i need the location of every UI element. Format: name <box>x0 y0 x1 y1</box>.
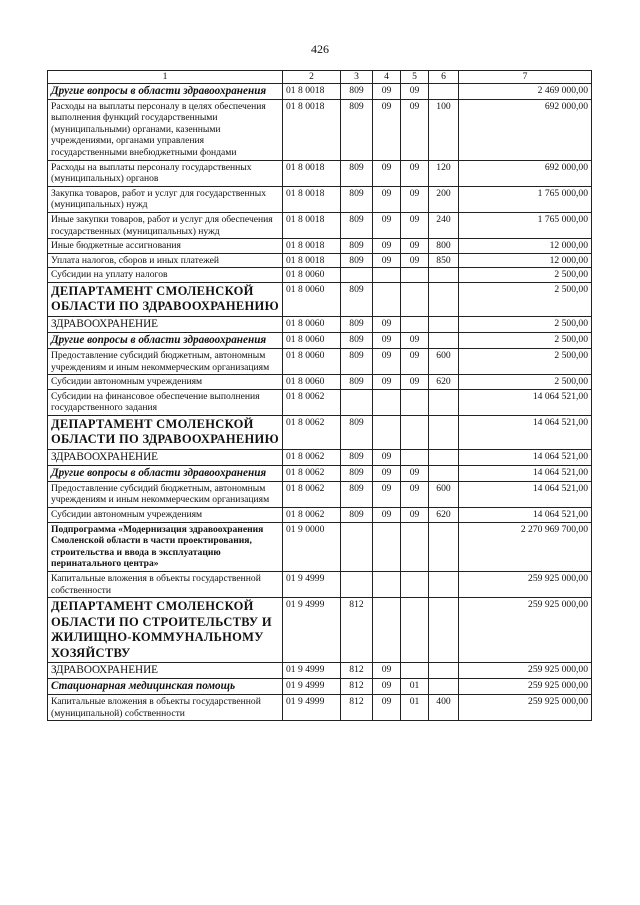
subsection-code-cell <box>401 316 429 332</box>
amount-cell: 259 925 000,00 <box>459 598 592 663</box>
section-code-cell <box>373 598 401 663</box>
section-code-cell: 09 <box>373 663 401 679</box>
department-code-cell: 812 <box>341 679 373 695</box>
amount-cell: 1 765 000,00 <box>459 212 592 238</box>
expense-name-cell: Уплата налогов, сборов и иных платежей <box>48 253 283 268</box>
expense-type-cell <box>429 679 459 695</box>
section-code-cell: 09 <box>373 679 401 695</box>
amount-cell: 14 064 521,00 <box>459 389 592 415</box>
expense-name-cell: Стационарная медицинская помощь <box>48 679 283 695</box>
expense-type-cell: 100 <box>429 99 459 160</box>
subsection-code-cell <box>401 389 429 415</box>
target-code-cell: 01 8 0062 <box>283 449 341 465</box>
expense-type-cell: 620 <box>429 508 459 523</box>
expense-type-cell: 120 <box>429 160 459 186</box>
expense-type-cell: 200 <box>429 186 459 212</box>
department-code-cell: 809 <box>341 160 373 186</box>
amount-cell: 2 270 969 700,00 <box>459 522 592 571</box>
subsection-code-cell <box>401 572 429 598</box>
department-code-cell: 809 <box>341 449 373 465</box>
expense-name-cell: Другие вопросы в области здравоохранения <box>48 332 283 348</box>
subsection-code-cell <box>401 522 429 571</box>
target-code-cell: 01 8 0018 <box>283 253 341 268</box>
subsection-code-cell <box>401 415 429 449</box>
header-cell: 1 <box>48 71 283 84</box>
subsection-code-cell: 09 <box>401 212 429 238</box>
target-code-cell: 01 8 0018 <box>283 239 341 254</box>
section-code-cell: 09 <box>373 481 401 507</box>
department-code-cell <box>341 268 373 283</box>
expense-type-cell <box>429 449 459 465</box>
expense-name-cell: Другие вопросы в области здравоохранения <box>48 83 283 99</box>
table-row <box>48 415 592 449</box>
expense-type-cell <box>429 598 459 663</box>
subsection-code-cell: 09 <box>401 83 429 99</box>
section-code-cell: 09 <box>373 465 401 481</box>
amount-cell: 2 500,00 <box>459 316 592 332</box>
amount-cell: 14 064 521,00 <box>459 481 592 507</box>
expense-type-cell <box>429 268 459 283</box>
department-code-cell: 809 <box>341 253 373 268</box>
target-code-cell: 01 8 0060 <box>283 348 341 374</box>
target-code-cell: 01 8 0018 <box>283 186 341 212</box>
header-cell: 2 <box>283 71 341 84</box>
table-row <box>48 332 592 348</box>
header-cell: 7 <box>459 71 592 84</box>
expense-name-cell: ДЕПАРТАМЕНТ СМОЛЕНСКОЙ ОБЛАСТИ ПО ЗДРАВООХРАНЕНИЮ <box>48 282 283 316</box>
section-code-cell: 09 <box>373 316 401 332</box>
table-row <box>48 598 592 663</box>
expense-type-cell: 400 <box>429 695 459 721</box>
subsection-code-cell: 09 <box>401 253 429 268</box>
expense-name-cell: ЗДРАВООХРАНЕНИЕ <box>48 449 283 465</box>
table-row <box>48 508 592 523</box>
target-code-cell: 01 8 0060 <box>283 282 341 316</box>
department-code-cell: 809 <box>341 83 373 99</box>
expense-name-cell: Субсидии автономным учреждениям <box>48 375 283 390</box>
department-code-cell: 809 <box>341 481 373 507</box>
department-code-cell <box>341 522 373 571</box>
amount-cell: 2 500,00 <box>459 375 592 390</box>
budget-table <box>47 70 592 721</box>
subsection-code-cell: 09 <box>401 375 429 390</box>
section-code-cell: 09 <box>373 449 401 465</box>
amount-cell: 1 765 000,00 <box>459 186 592 212</box>
subsection-code-cell <box>401 598 429 663</box>
table-row <box>48 83 592 99</box>
expense-type-cell <box>429 332 459 348</box>
subsection-code-cell: 09 <box>401 348 429 374</box>
amount-cell: 259 925 000,00 <box>459 663 592 679</box>
target-code-cell: 01 8 0018 <box>283 83 341 99</box>
subsection-code-cell: 09 <box>401 239 429 254</box>
amount-cell: 259 925 000,00 <box>459 572 592 598</box>
expense-name-cell: Иные закупки товаров, работ и услуг для обеспечения государственных (муниципальных) нужд <box>48 212 283 238</box>
table-row <box>48 268 592 283</box>
section-code-cell <box>373 282 401 316</box>
expense-name-cell: Предоставление субсидий бюджетным, автономным учреждениям и иным некоммерческим организациям <box>48 481 283 507</box>
expense-type-cell <box>429 316 459 332</box>
expense-type-cell: 600 <box>429 481 459 507</box>
expense-type-cell: 240 <box>429 212 459 238</box>
expense-type-cell: 850 <box>429 253 459 268</box>
target-code-cell: 01 8 0062 <box>283 481 341 507</box>
department-code-cell: 809 <box>341 465 373 481</box>
section-code-cell <box>373 415 401 449</box>
expense-name-cell: Субсидии автономным учреждениям <box>48 508 283 523</box>
section-code-cell: 09 <box>373 375 401 390</box>
target-code-cell: 01 8 0018 <box>283 160 341 186</box>
expense-name-cell: ДЕПАРТАМЕНТ СМОЛЕНСКОЙ ОБЛАСТИ ПО СТРОИТЕЛЬСТВУ И ЖИЛИЩНО-КОММУНАЛЬНОМУ ХОЗЯЙСТВУ <box>48 598 283 663</box>
table-row <box>48 99 592 160</box>
target-code-cell: 01 8 0060 <box>283 375 341 390</box>
subsection-code-cell: 09 <box>401 332 429 348</box>
section-code-cell: 09 <box>373 508 401 523</box>
expense-type-cell: 800 <box>429 239 459 254</box>
table-row <box>48 389 592 415</box>
department-code-cell: 812 <box>341 598 373 663</box>
target-code-cell: 01 9 4999 <box>283 695 341 721</box>
department-code-cell: 809 <box>341 316 373 332</box>
target-code-cell: 01 8 0018 <box>283 212 341 238</box>
section-code-cell: 09 <box>373 186 401 212</box>
subsection-code-cell <box>401 282 429 316</box>
subsection-code-cell: 09 <box>401 465 429 481</box>
amount-cell: 692 000,00 <box>459 160 592 186</box>
target-code-cell: 01 8 0062 <box>283 415 341 449</box>
expense-name-cell: Подпрограмма «Модернизация здравоохранения Смоленской области в части проектирования, строительства и ввода в эксплуатацию перинатального центра» <box>48 522 283 571</box>
expense-name-cell: ЗДРАВООХРАНЕНИЕ <box>48 663 283 679</box>
table-row <box>48 348 592 374</box>
expense-name-cell: Капитальные вложения в объекты государственной (муниципальной) собственности <box>48 695 283 721</box>
target-code-cell: 01 9 4999 <box>283 598 341 663</box>
department-code-cell <box>341 572 373 598</box>
expense-name-cell: Субсидии на финансовое обеспечение выполнения государственного задания <box>48 389 283 415</box>
section-code-cell: 09 <box>373 160 401 186</box>
expense-name-cell: ДЕПАРТАМЕНТ СМОЛЕНСКОЙ ОБЛАСТИ ПО ЗДРАВООХРАНЕНИЮ <box>48 415 283 449</box>
expense-type-cell <box>429 522 459 571</box>
expense-type-cell <box>429 83 459 99</box>
target-code-cell: 01 9 4999 <box>283 679 341 695</box>
target-code-cell: 01 8 0060 <box>283 316 341 332</box>
department-code-cell: 809 <box>341 212 373 238</box>
page-number: 426 <box>311 42 329 56</box>
target-code-cell: 01 8 0062 <box>283 465 341 481</box>
department-code-cell: 809 <box>341 348 373 374</box>
header-cell: 6 <box>429 71 459 84</box>
amount-cell: 14 064 521,00 <box>459 415 592 449</box>
expense-type-cell <box>429 465 459 481</box>
expense-name-cell: Другие вопросы в области здравоохранения <box>48 465 283 481</box>
department-code-cell: 809 <box>341 415 373 449</box>
section-code-cell: 09 <box>373 332 401 348</box>
target-code-cell: 01 9 0000 <box>283 522 341 571</box>
subsection-code-cell: 09 <box>401 186 429 212</box>
expense-name-cell: Предоставление субсидий бюджетным, автономным учреждениям и иным некоммерческим организациям <box>48 348 283 374</box>
subsection-code-cell: 09 <box>401 508 429 523</box>
department-code-cell: 809 <box>341 239 373 254</box>
header-row <box>48 71 592 84</box>
amount-cell: 2 500,00 <box>459 282 592 316</box>
header-cell: 4 <box>373 71 401 84</box>
expense-type-cell <box>429 572 459 598</box>
expense-name-cell: Капитальные вложения в объекты государственной собственности <box>48 572 283 598</box>
table-row <box>48 375 592 390</box>
table-row <box>48 663 592 679</box>
expense-type-cell <box>429 663 459 679</box>
expense-name-cell: Расходы на выплаты персоналу государственных (муниципальных) органов <box>48 160 283 186</box>
table-row <box>48 679 592 695</box>
department-code-cell: 809 <box>341 99 373 160</box>
department-code-cell: 809 <box>341 508 373 523</box>
expense-name-cell: Расходы на выплаты персоналу в целях обеспечения выполнения функций государственными (муниципальными) органами, казенными учреждениями, органами управления государственными внебюджетными фондами <box>48 99 283 160</box>
table-row <box>48 572 592 598</box>
header-cell: 5 <box>401 71 429 84</box>
amount-cell: 2 500,00 <box>459 268 592 283</box>
amount-cell: 2 500,00 <box>459 332 592 348</box>
table-row <box>48 212 592 238</box>
table-row <box>48 481 592 507</box>
expense-name-cell: Закупка товаров, работ и услуг для государственных (муниципальных) нужд <box>48 186 283 212</box>
amount-cell: 259 925 000,00 <box>459 695 592 721</box>
department-code-cell: 809 <box>341 375 373 390</box>
header-cell: 3 <box>341 71 373 84</box>
amount-cell: 14 064 521,00 <box>459 465 592 481</box>
table-row <box>48 695 592 721</box>
department-code-cell: 809 <box>341 186 373 212</box>
target-code-cell: 01 8 0062 <box>283 389 341 415</box>
section-code-cell: 09 <box>373 695 401 721</box>
table-row <box>48 465 592 481</box>
subsection-code-cell <box>401 663 429 679</box>
subsection-code-cell <box>401 449 429 465</box>
section-code-cell: 09 <box>373 348 401 374</box>
subsection-code-cell: 01 <box>401 679 429 695</box>
section-code-cell <box>373 389 401 415</box>
section-code-cell: 09 <box>373 239 401 254</box>
subsection-code-cell: 09 <box>401 481 429 507</box>
table-row <box>48 239 592 254</box>
expense-type-cell: 620 <box>429 375 459 390</box>
expense-type-cell <box>429 389 459 415</box>
subsection-code-cell: 09 <box>401 99 429 160</box>
table-row <box>48 160 592 186</box>
department-code-cell: 809 <box>341 332 373 348</box>
amount-cell: 2 500,00 <box>459 348 592 374</box>
table-row <box>48 282 592 316</box>
amount-cell: 2 469 000,00 <box>459 83 592 99</box>
department-code-cell: 812 <box>341 663 373 679</box>
expense-name-cell: ЗДРАВООХРАНЕНИЕ <box>48 316 283 332</box>
table-row <box>48 316 592 332</box>
section-code-cell: 09 <box>373 83 401 99</box>
target-code-cell: 01 8 0060 <box>283 268 341 283</box>
department-code-cell <box>341 389 373 415</box>
section-code-cell <box>373 572 401 598</box>
expense-type-cell: 600 <box>429 348 459 374</box>
section-code-cell <box>373 268 401 283</box>
section-code-cell: 09 <box>373 253 401 268</box>
expense-type-cell <box>429 415 459 449</box>
table-row <box>48 186 592 212</box>
section-code-cell <box>373 522 401 571</box>
table-row <box>48 522 592 571</box>
amount-cell: 692 000,00 <box>459 99 592 160</box>
table-row <box>48 449 592 465</box>
target-code-cell: 01 8 0062 <box>283 508 341 523</box>
section-code-cell: 09 <box>373 212 401 238</box>
department-code-cell: 812 <box>341 695 373 721</box>
expense-name-cell: Иные бюджетные ассигнования <box>48 239 283 254</box>
expense-type-cell <box>429 282 459 316</box>
subsection-code-cell: 01 <box>401 695 429 721</box>
amount-cell: 14 064 521,00 <box>459 508 592 523</box>
target-code-cell: 01 9 4999 <box>283 663 341 679</box>
target-code-cell: 01 8 0060 <box>283 332 341 348</box>
amount-cell: 259 925 000,00 <box>459 679 592 695</box>
subsection-code-cell <box>401 268 429 283</box>
target-code-cell: 01 9 4999 <box>283 572 341 598</box>
target-code-cell: 01 8 0018 <box>283 99 341 160</box>
section-code-cell: 09 <box>373 99 401 160</box>
department-code-cell: 809 <box>341 282 373 316</box>
amount-cell: 12 000,00 <box>459 239 592 254</box>
expense-name-cell: Субсидии на уплату налогов <box>48 268 283 283</box>
subsection-code-cell: 09 <box>401 160 429 186</box>
table-row <box>48 253 592 268</box>
amount-cell: 12 000,00 <box>459 253 592 268</box>
amount-cell: 14 064 521,00 <box>459 449 592 465</box>
